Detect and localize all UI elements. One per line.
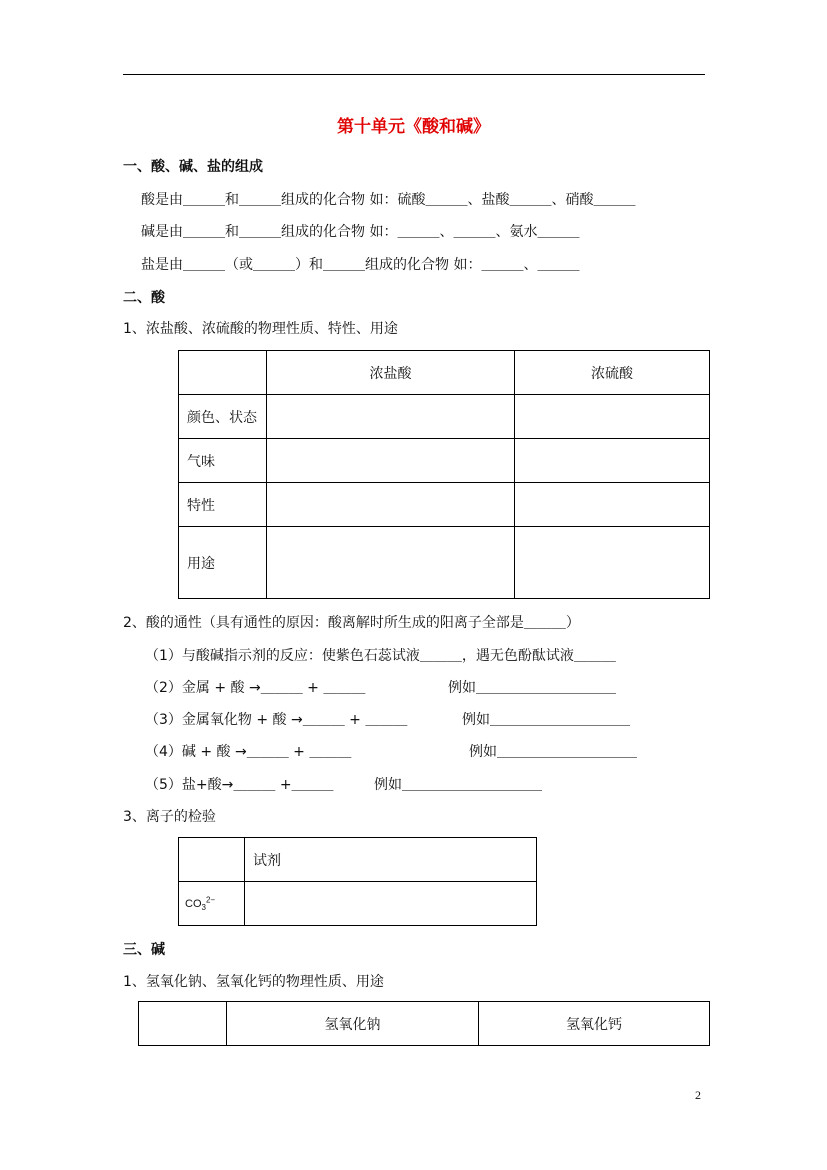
table-header-caoh2: 氢氧化钙 xyxy=(479,1002,710,1046)
table-cell xyxy=(267,439,515,483)
table-cell xyxy=(267,395,515,439)
row-label: 颜色、状态 xyxy=(179,395,267,439)
ion-test-table xyxy=(178,837,537,926)
section2-sub1: 1、浓盐酸、浓硫酸的物理性质、特性、用途 xyxy=(123,321,398,337)
carbonate-ion-label: $CO_3^{2-}$ xyxy=(179,882,245,926)
acid-property-item: （5）盐+酸→＿＿＿ +＿＿＿ xyxy=(145,777,334,793)
section2-sub2: 2、酸的通性（具有通性的原因：酸离解时所生成的阳离子全部是＿＿＿） xyxy=(123,615,580,631)
table-header-hcl: 浓盐酸 xyxy=(267,351,515,395)
section1-line-acid: 酸是由＿＿＿和＿＿＿组成的化合物 如：硫酸＿＿＿、盐酸＿＿＿、硝酸＿＿＿ xyxy=(141,192,636,208)
section2-sub3: 3、离子的检验 xyxy=(123,809,216,825)
example-blank: 例如＿＿＿＿＿＿＿＿＿＿ xyxy=(469,744,637,760)
table-row xyxy=(179,527,710,599)
section1-line-base: 碱是由＿＿＿和＿＿＿组成的化合物 如：＿＿＿、＿＿＿、氨水＿＿＿ xyxy=(141,224,580,240)
section1-heading: 一、酸、碱、盐的组成 xyxy=(123,159,263,175)
table-cell xyxy=(139,1002,227,1046)
acid-property-item: （3）金属氧化物 + 酸 →＿＿＿ + ＿＿＿ xyxy=(145,712,408,728)
row-label: 气味 xyxy=(179,439,267,483)
table-cell xyxy=(245,882,537,926)
table-cell xyxy=(267,527,515,599)
acid-properties-table xyxy=(178,350,710,599)
table-header-row xyxy=(139,1002,710,1046)
row-label: 特性 xyxy=(179,483,267,527)
acid-property-item: （4）碱 + 酸 →＿＿＿ + ＿＿＿ xyxy=(145,744,352,760)
acid-property-item: （1）与酸碱指示剂的反应：使紫色石蕊试液＿＿＿，遇无色酚酞试液＿＿＿ xyxy=(145,648,616,664)
example-blank: 例如＿＿＿＿＿＿＿＿＿＿ xyxy=(448,680,616,696)
page-title: 第十单元《酸和碱》 xyxy=(337,117,490,137)
table-row xyxy=(179,483,710,527)
table-row xyxy=(179,882,537,926)
table-header-row xyxy=(179,838,537,882)
table-header-h2so4: 浓硫酸 xyxy=(515,351,710,395)
page-number: 2 xyxy=(695,1088,701,1102)
table-header-row xyxy=(179,351,710,395)
example-blank: 例如＿＿＿＿＿＿＿＿＿＿ xyxy=(374,777,542,793)
table-cell xyxy=(515,395,710,439)
acid-property-item: （2）金属 + 酸 →＿＿＿ + ＿＿＿ xyxy=(145,680,366,696)
table-row xyxy=(179,439,710,483)
section1-line-salt: 盐是由＿＿＿（或＿＿＿）和＿＿＿组成的化合物 如：＿＿＿、＿＿＿ xyxy=(141,257,580,273)
table-header-reagent: 试剂 xyxy=(245,838,537,882)
table-row xyxy=(179,395,710,439)
section2-heading: 二、酸 xyxy=(123,290,165,306)
header-rule xyxy=(123,74,705,75)
table-header-naoh: 氢氧化钠 xyxy=(227,1002,479,1046)
table-cell xyxy=(179,351,267,395)
section3-sub1: 1、氢氧化钠、氢氧化钙的物理性质、用途 xyxy=(123,974,384,990)
table-cell xyxy=(515,527,710,599)
section3-heading: 三、碱 xyxy=(123,942,165,958)
table-cell xyxy=(515,483,710,527)
table-cell xyxy=(179,838,245,882)
base-properties-table xyxy=(138,1001,710,1046)
table-cell xyxy=(515,439,710,483)
example-blank: 例如＿＿＿＿＿＿＿＿＿＿ xyxy=(462,712,630,728)
table-cell xyxy=(267,483,515,527)
row-label: 用途 xyxy=(179,527,267,599)
